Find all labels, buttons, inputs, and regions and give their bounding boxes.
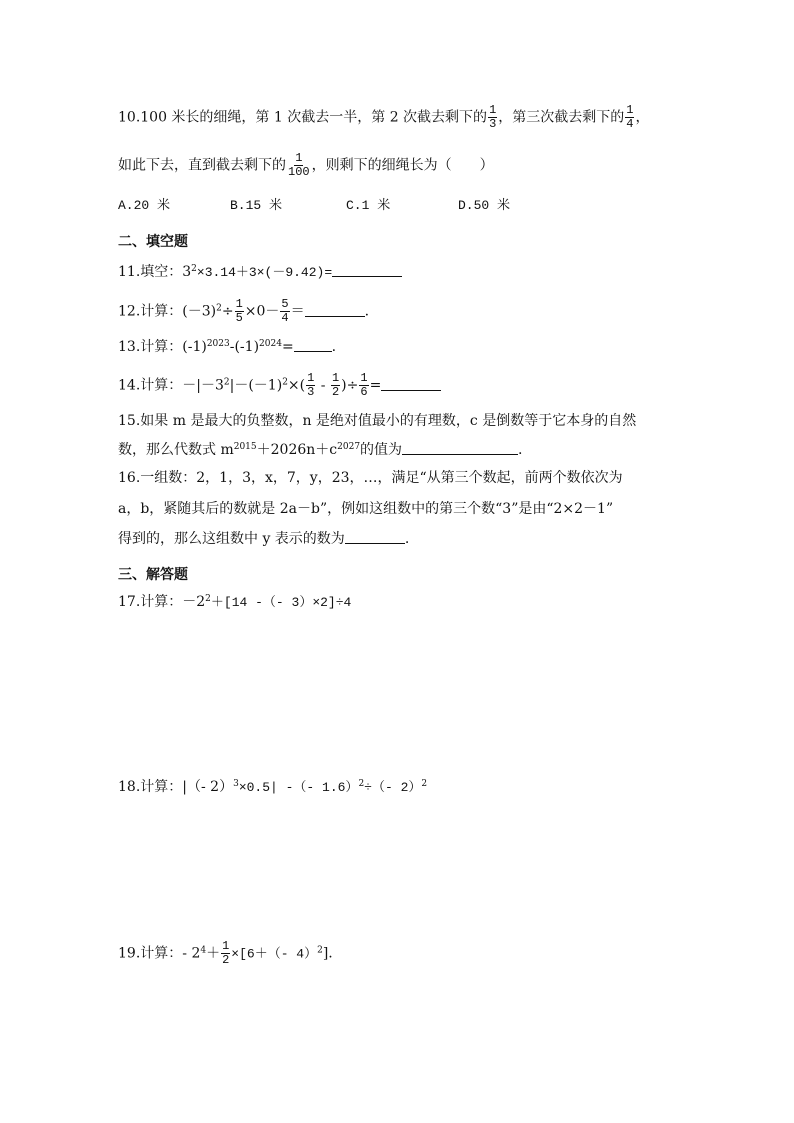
fraction — [331, 372, 340, 399]
option-d[interactable]: D.50 米 — [458, 198, 511, 213]
q14-text: - — [316, 377, 330, 394]
q18-text: ÷（- 2） — [364, 780, 422, 795]
q14-text: ×( — [287, 377, 306, 394]
numerator: 1 — [235, 297, 243, 311]
q19-text: ＋ — [206, 945, 221, 962]
numerator: 5 — [281, 297, 289, 311]
q12-text: . — [364, 303, 370, 320]
q13-text: -(-1) — [229, 339, 260, 355]
denominator: 3 — [489, 117, 497, 131]
question-11 — [118, 262, 402, 283]
q19-text: ×[6＋（- 4） — [231, 946, 318, 962]
q18-text: 18.计算：|（- 2） — [118, 779, 234, 795]
q11-text: ×3.14＋3×(－9.42)= — [196, 265, 333, 280]
answer-blank[interactable] — [305, 302, 365, 317]
q13-text: . — [331, 339, 337, 355]
exponent: 2027 — [337, 442, 361, 452]
q14-text: |－(－1) — [229, 377, 283, 394]
answer-blank[interactable] — [332, 262, 402, 277]
q15-text: 数，那么代数式 m — [118, 442, 234, 458]
question-16-line-1: 16.一组数：2，1，3，x，7，y，23，…，满足“从第三个数起，前两个数依次为 — [118, 470, 623, 486]
question-10-line-1 — [118, 104, 649, 131]
exponent: 2 — [191, 264, 197, 274]
exponent: 2 — [317, 945, 323, 956]
numerator: 1 — [626, 103, 634, 117]
fraction — [280, 298, 289, 325]
q10-text: ，第三次截去剩下的 — [498, 109, 625, 126]
numerator: 1 — [307, 371, 315, 385]
denominator: 2 — [331, 385, 340, 399]
q14-text: = — [369, 377, 382, 394]
fraction — [306, 372, 315, 399]
exponent: 3 — [233, 779, 239, 789]
numerator: 1 — [295, 151, 303, 165]
question-15-line-2 — [118, 440, 523, 460]
q18-text: ×0.5| -（- 1.6） — [238, 780, 359, 795]
numerator: 1 — [222, 939, 230, 953]
q17-text: ＋[14 -（- 3）×2]÷4 — [210, 595, 352, 610]
q14-text: )÷ — [341, 377, 359, 394]
option-c[interactable]: C.1 米 — [346, 198, 391, 213]
fraction — [287, 152, 311, 179]
q10-text: ， — [635, 109, 650, 126]
section-heading-fill-in: 二、填空题 — [118, 234, 188, 250]
q16-text: 得到的，那么这组数中 y 表示的数为 — [118, 531, 345, 547]
q13-text: 13.计算：(-1) — [118, 339, 207, 355]
q12-text: 12.计算：(－3) — [118, 303, 217, 320]
q10-text: 如此下去，直到截去剩下的 — [118, 157, 286, 174]
fraction — [359, 372, 368, 399]
exponent: 2 — [205, 594, 211, 604]
exponent: 2 — [216, 303, 222, 314]
exponent: 4 — [200, 945, 207, 956]
question-16-line-3 — [118, 529, 409, 549]
fraction — [235, 298, 244, 325]
question-18 — [118, 777, 427, 798]
denominator: 6 — [360, 385, 368, 399]
denominator: 3 — [307, 385, 315, 399]
denominator: 4 — [626, 117, 634, 131]
answer-blank[interactable] — [402, 440, 518, 455]
fraction — [488, 104, 497, 131]
q15-text: 的值为 — [360, 442, 403, 458]
exponent: 2023 — [206, 339, 230, 349]
question-19 — [118, 940, 333, 967]
exponent: 2024 — [259, 339, 282, 349]
q19-text: 19.计算：- 2 — [118, 945, 201, 962]
denominator: 100 — [288, 165, 310, 179]
q10-text: 10.100 米长的细绳，第 1 次截去一半，第 2 次截去剩下的 — [118, 109, 488, 126]
q19-text: ]. — [322, 945, 333, 962]
q15-text: . — [518, 442, 523, 458]
question-14 — [118, 372, 441, 399]
q16-text: . — [404, 531, 410, 547]
denominator: 4 — [281, 311, 289, 325]
question-10-options — [118, 196, 510, 216]
denominator: 2 — [222, 953, 230, 967]
answer-blank[interactable] — [345, 529, 405, 544]
numerator: 1 — [331, 371, 340, 385]
numerator: 1 — [489, 103, 497, 117]
denominator: 5 — [235, 311, 243, 325]
fraction — [625, 104, 634, 131]
section-heading-solve: 三、解答题 — [118, 567, 188, 583]
answer-blank[interactable] — [294, 337, 332, 352]
question-13 — [118, 337, 336, 357]
q10-text: ，则剩下的细绳长为（ ） — [311, 157, 494, 174]
exponent: 2015 — [233, 442, 257, 452]
q12-text: ÷ — [221, 303, 234, 320]
question-12 — [118, 298, 369, 325]
q12-text: ＝ — [290, 303, 305, 320]
exponent: 2 — [358, 779, 365, 789]
q12-text: ×0－ — [244, 303, 280, 320]
question-10-line-2 — [118, 152, 494, 179]
exponent: 2 — [421, 779, 428, 789]
answer-blank[interactable] — [381, 376, 441, 391]
q13-text: = — [281, 339, 294, 355]
question-16-line-2: a，b，紧随其后的数就是 2a－b”，例如这组数中的第三个数“3”是由“2×2－1” — [118, 501, 614, 517]
exponent: 2 — [223, 377, 230, 388]
option-b[interactable]: B.15 米 — [230, 198, 283, 213]
q11-text: 11.填空：3 — [118, 264, 192, 280]
question-15-line-1: 15.如果 m 是最大的负整数，n 是绝对值最小的有理数，c 是倒数等于它本身的自然 — [118, 413, 637, 429]
fraction — [221, 940, 230, 967]
q17-text: 17.计算：－2 — [118, 594, 206, 610]
exponent: 2 — [282, 377, 288, 388]
option-a[interactable]: A.20 米 — [118, 198, 171, 213]
question-17 — [118, 592, 351, 613]
numerator: 1 — [360, 371, 368, 385]
q15-text: ＋2026n＋c — [256, 442, 338, 458]
q14-text: 14.计算：－|－3 — [118, 377, 224, 394]
